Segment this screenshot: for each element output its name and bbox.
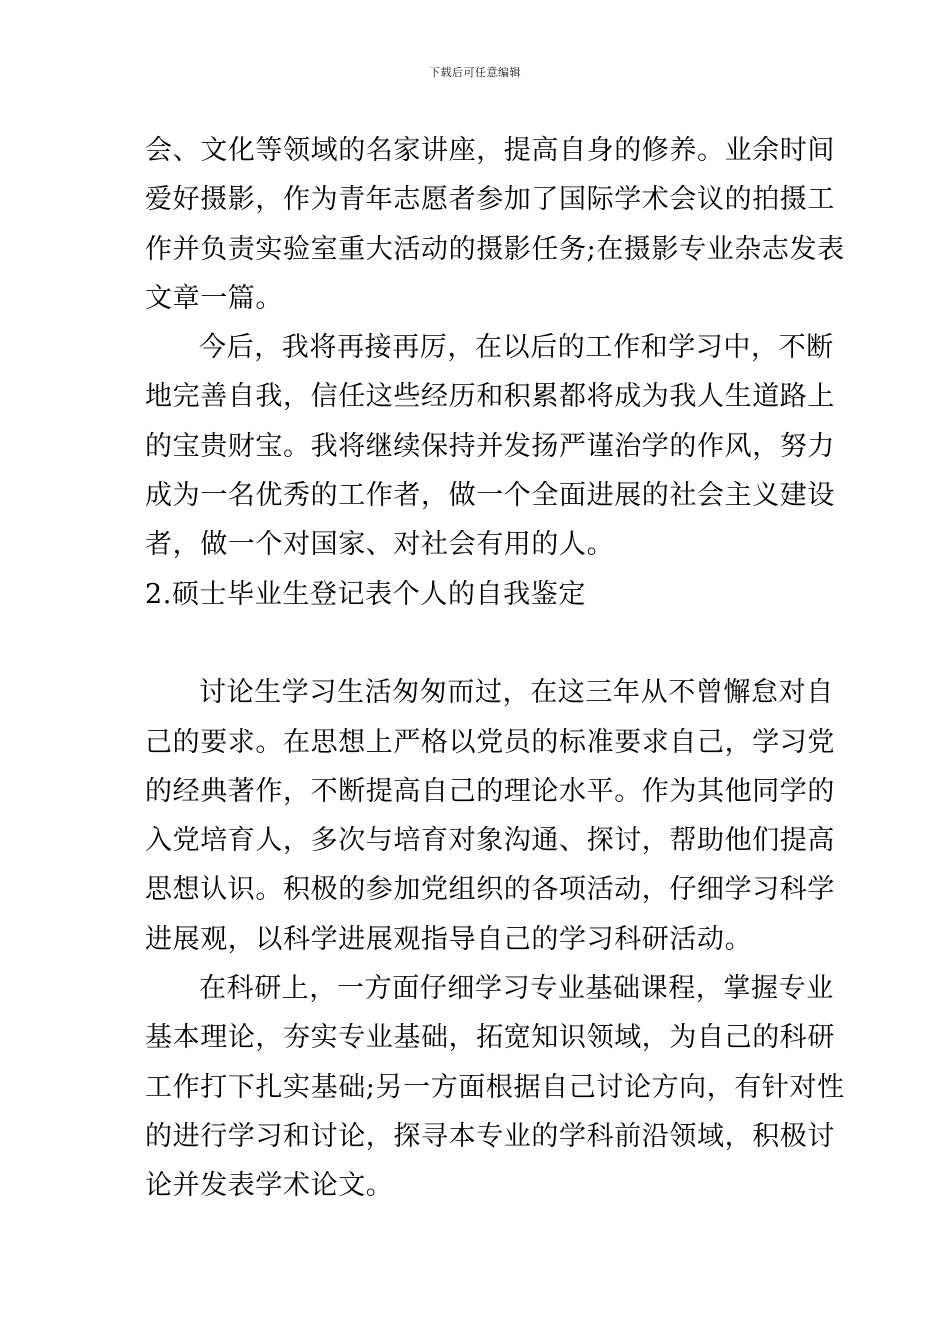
text-line: 的经典著作，不断提高自己的理论水平。作为其他同学的 bbox=[145, 775, 835, 807]
text-line: 工作打下扎实基础;另一方面根据自己讨论方向，有针对性 bbox=[145, 1071, 845, 1103]
text-line: 的宝贵财宝。我将继续保持并发扬严谨治学的作风，努力 bbox=[145, 430, 835, 462]
text-line: 会、文化等领域的名家讲座，提高自身的修养。业余时间 bbox=[145, 135, 835, 166]
text-line: 地完善自我，信任这些经历和积累都将成为我人生道路上 bbox=[145, 381, 835, 413]
text-line: 论并发表学术论文。 bbox=[145, 1170, 394, 1202]
text-line: 今后，我将再接再厉，在以后的工作和学习中，不断 bbox=[199, 332, 834, 364]
page-header: 下载后可任意编辑 bbox=[429, 66, 521, 79]
blank-line bbox=[145, 619, 807, 668]
text-line: 思想认识。积极的参加党组织的各项活动，仔细学习科学 bbox=[145, 874, 835, 906]
text-line: 在科研上，一方面仔细学习专业基础课程，掌握专业 bbox=[199, 973, 834, 1005]
text-line: 基本理论，夯实专业基础，拓宽知识领域，为自己的科研 bbox=[145, 1022, 835, 1054]
text-line: 的进行学习和讨论，探寻本专业的学科前沿领域，积极讨 bbox=[145, 1120, 835, 1152]
document-body bbox=[145, 126, 845, 1211]
text-line: 爱好摄影，作为青年志愿者参加了国际学术会议的拍摄工 bbox=[145, 184, 835, 216]
text-line: 文章一篇。 bbox=[145, 282, 283, 314]
text-line: 作并负责实验室重大活动的摄影任务;在摄影专业杂志发表 bbox=[145, 233, 845, 265]
text-line: 进展观，以科学进展观指导自己的学习科研活动。 bbox=[145, 923, 753, 955]
text-line: 成为一名优秀的工作者，做一个全面进展的社会主义建设 bbox=[145, 480, 835, 512]
text-line: 己的要求。在思想上严格以党员的标准要求自己，学习党 bbox=[145, 726, 835, 758]
text-line: 者，做一个对国家、对社会有用的人。 bbox=[145, 529, 615, 561]
section-heading: 2.硕士毕业生登记表个人的自我鉴定 bbox=[145, 578, 586, 610]
text-line: 讨论生学习生活匆匆而过，在这三年从不曾懈怠对自 bbox=[199, 677, 834, 709]
text-line: 入党培育人，多次与培育对象沟通、探讨，帮助他们提高 bbox=[145, 825, 835, 857]
